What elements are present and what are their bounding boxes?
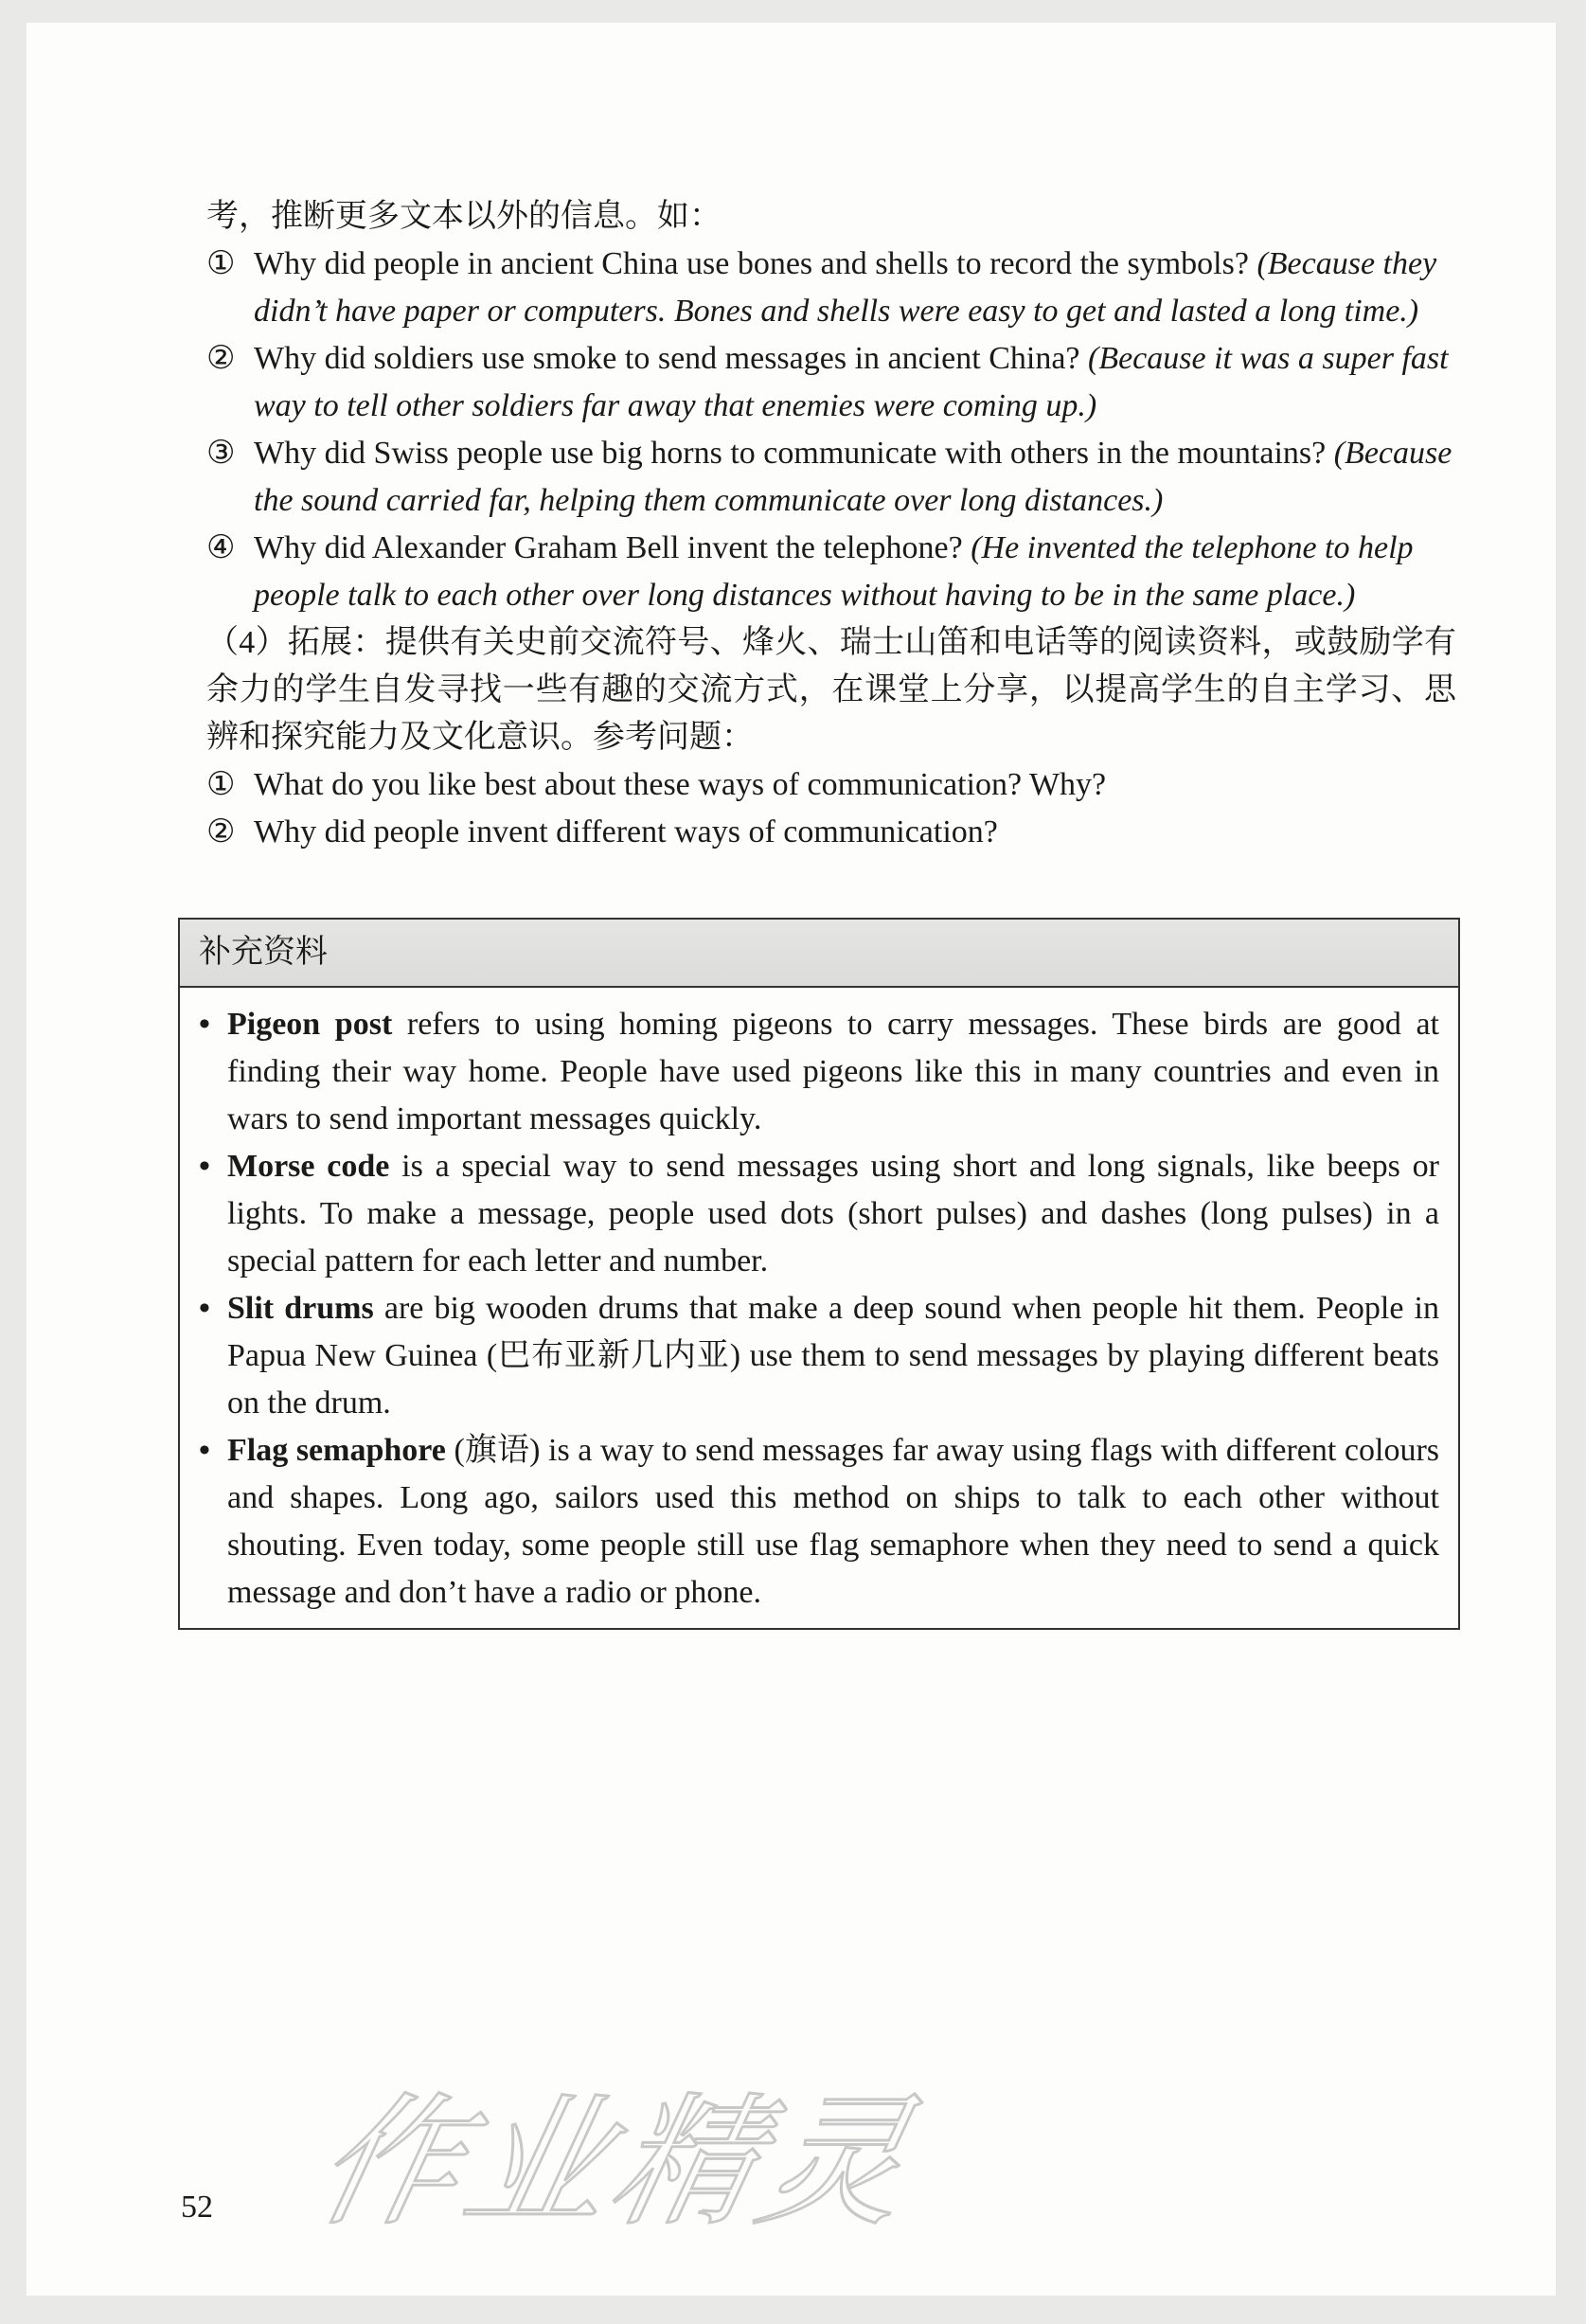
intro-text: 考，推断更多文本以外的信息。如： [206, 199, 722, 234]
answer-text: (Because it was a super fast way to tell other soldiers far away that enemies were coming up.) [254, 341, 1449, 423]
answer-text: (Because they didn’t have paper or computers. Bones and shells were easy to get and lasted a long time.) [254, 246, 1437, 329]
bullet-icon: • [199, 1433, 210, 1468]
question-item: ④ Why did Alexander Graham Bell invent the telephone? (He invented the telephone to help people talk to each other over long distances without having to be in the same place.) [206, 530, 1414, 613]
supplement-item: • Morse code is a special way to send messages using short and long signals, like beeps or lights. To make a message, people used dots (short pulses) and dashes (long pulses) in a special pattern for each letter and number. [199, 1143, 1439, 1285]
question-list [206, 241, 1456, 619]
reference-question-list [206, 761, 1456, 856]
main-content [206, 193, 1456, 856]
reference-question-item: ② Why did people invent different ways of communication? [206, 814, 998, 849]
bullet-icon: • [199, 1149, 210, 1184]
supplement-box [178, 918, 1460, 1630]
watermark-logo: 作业精灵 [302, 2081, 929, 2245]
answer-text: (He invented the telephone to help people talk to each other over long distances without having to be in the same place.) [254, 530, 1414, 613]
bullet-icon: • [199, 1291, 210, 1326]
supplement-item: • Flag semaphore (旗语) is a way to send messages far away using flags with different colours and shapes. Long ago, sailors used this method on ships to talk to each other without shouting. Even today, some people still use flag semaphore when they need to send a quick message and don’t have a radio or phone. [199, 1427, 1439, 1617]
question-item: ① Why did people in ancient China use bones and shells to record the symbols? (Because they didn’t have paper or computers. Bones and shells were easy to get and lasted a long time.) [206, 246, 1437, 329]
supplement-body [180, 988, 1458, 1628]
question-item: ② Why did soldiers use smoke to send messages in ancient China? (Because it was a super fast way to tell other soldiers far away that enemies were coming up.) [206, 341, 1449, 423]
supplement-item: • Pigeon post refers to using homing pigeons to carry messages. These birds are good at finding their way home. People have used pigeons like this in many countries and even in wars to send important messages quickly. [199, 1001, 1439, 1143]
supplement-item: • Slit drums are big wooden drums that make a deep sound when people hit them. People in Papua New Guinea (巴布亚新几内亚) use them to send messages by playing different beats on the drum. [199, 1285, 1439, 1427]
question-item: ③ Why did Swiss people use big horns to communicate with others in the mountains? (Because the sound carried far, helping them communicate over long distances.) [206, 436, 1452, 518]
answer-text: (Because the sound carried far, helping them communicate over long distances.) [254, 436, 1452, 518]
bullet-icon: • [199, 1007, 210, 1042]
reference-question-item: ① What do you like best about these ways of communication? Why? [206, 767, 1107, 802]
extension-paragraph: （4）拓展：提供有关史前交流符号、烽火、瑞士山笛和电话等的阅读资料，或鼓励学有余力的学生自发寻找一些有趣的交流方式，在课堂上分享，以提高学生的自主学习、思辨和探究能力及文化意识。参考问题： [206, 625, 1456, 755]
page-number: 52 [181, 2190, 213, 2225]
page [27, 23, 1556, 2296]
supplement-title: 补充资料 [180, 920, 1458, 988]
